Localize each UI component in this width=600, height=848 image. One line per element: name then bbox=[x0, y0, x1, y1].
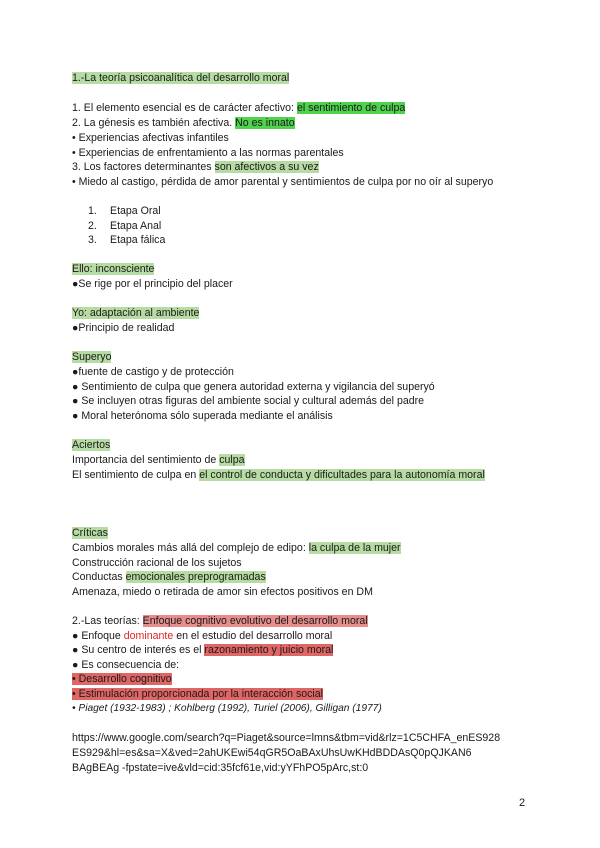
url-line[interactable]: ES929&hl=es&sa=X&ved=2ahUKEwi54qGR5OaBAxUhsUwKHdBDDAsQ0pQJKAN6 bbox=[72, 747, 472, 759]
superyo-point: ● Se incluyen otras figuras del ambiente social y cultural además del padre bbox=[72, 395, 425, 407]
superyo-point: ● Sentimiento de culpa que genera autoridad externa y vigilancia del superyó bbox=[72, 381, 435, 393]
stage-item: 3. Etapa fálica bbox=[88, 234, 166, 246]
ello-title: Ello: inconsciente bbox=[72, 263, 155, 275]
superyo-point: ●fuente de castigo y de protección bbox=[72, 366, 234, 378]
item2: 2. La génesis es también afectiva. No es innato bbox=[72, 117, 295, 129]
section2-bullet: ● Enfoque dominante en el estudio del desarrollo moral bbox=[72, 630, 333, 642]
aciertos-line: El sentimiento de culpa en el control de conducta y dificultades para la autonomía moral bbox=[72, 469, 485, 481]
aciertos-title: Aciertos bbox=[72, 439, 111, 451]
yo-title: Yo: adaptación al ambiente bbox=[72, 307, 200, 319]
aciertos-line: Importancia del sentimiento de culpa bbox=[72, 454, 245, 466]
criticas-title: Críticas bbox=[72, 527, 108, 539]
page-number: 2 bbox=[519, 797, 526, 809]
bullet-experiencias-enfrentamiento: • Experiencias de enfrentamiento a las normas parentales bbox=[72, 147, 344, 159]
section2-bullet: • Estimulación proporcionada por la interacción social bbox=[72, 688, 324, 700]
yo-point: ●Principio de realidad bbox=[72, 322, 175, 334]
section2-bullet: ● Su centro de interés es el razonamiento y juicio moral bbox=[72, 644, 334, 656]
bullet-miedo-castigo: • Miedo al castigo, pérdida de amor parental y sentimientos de culpa por no oír al superyo bbox=[72, 176, 494, 188]
ello-point: ●Se rige por el principio del placer bbox=[72, 278, 233, 290]
url-line[interactable]: BAgBEAg -fpstate=ive&vld=cid:35fcf61e,vid:yYFhPO5pArc,st:0 bbox=[72, 762, 369, 774]
criticas-line: Conductas emocionales preprogramadas bbox=[72, 571, 266, 583]
stage-item: 1. Etapa Oral bbox=[88, 205, 161, 217]
criticas-line: Amenaza, miedo o retirada de amor sin efectos positivos en DM bbox=[72, 586, 373, 598]
bullet-experiencias-afectivas: • Experiencias afectivas infantiles bbox=[72, 132, 229, 144]
url-line[interactable]: https://www.google.com/search?q=Piaget&source=lmns&tbm=vid&rlz=1C5CHFA_enES928 bbox=[72, 732, 501, 744]
item3: 3. Los factores determinantes son afectivos a su vez bbox=[72, 161, 319, 173]
section2-bullet: ● Es consecuencia de: bbox=[72, 659, 180, 671]
superyo-title: Superyo bbox=[72, 351, 112, 363]
criticas-line: Construcción racional de los sujetos bbox=[72, 557, 242, 569]
criticas-line: Cambios morales más allá del complejo de edipo: la culpa de la mujer bbox=[72, 542, 401, 554]
references: • Piaget (1932-1983) ; Kohlberg (1992), Turiel (2006), Gilligan (1977) bbox=[72, 703, 382, 714]
superyo-point: ● Moral heterónoma sólo superada mediante el análisis bbox=[72, 410, 333, 422]
item1: 1. El elemento esencial es de carácter afectivo: el sentimiento de culpa bbox=[72, 102, 406, 114]
section1-heading: 1.-La teoría psicoanalítica del desarrollo moral bbox=[72, 72, 290, 84]
section2-bullet: • Desarrollo cognitivo bbox=[72, 673, 172, 685]
section2-heading: 2.-Las teorías: Enfoque cognitivo evolutivo del desarrollo moral bbox=[72, 615, 368, 627]
stage-item: 2. Etapa Anal bbox=[88, 220, 162, 232]
